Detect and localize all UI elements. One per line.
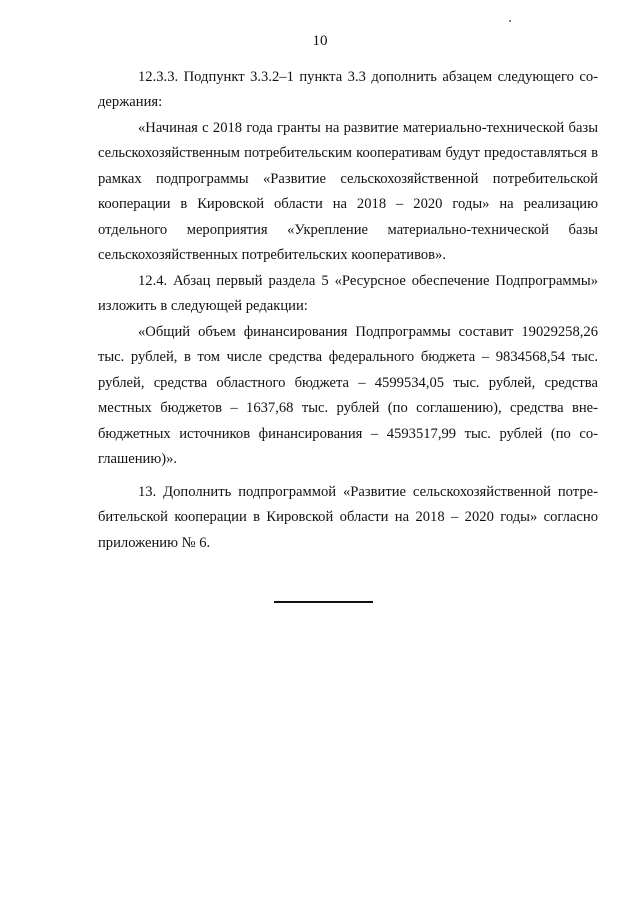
paragraph-text: 13. Дополнить подпрограммой «Развитие сельскохозяйственной потребительской кооперации в Кировской области на 2018 – 2020 годы» согласно приложению № 6.: [98, 484, 598, 551]
paragraph-quote-grants: [98, 116, 598, 268]
paragraph-12-3-3: [98, 65, 598, 116]
scan-speck: [509, 20, 511, 22]
paragraph-quote-financing: [98, 320, 598, 472]
paragraph-text: «Начиная с 2018 года гранты на развитие материально-технической базы сельскохозяйственным потребительским кооперативам будут предоставляться в рамках подпрограммы «Развитие сельскохозяйственной потребительской кооперации в Кировской области на 2018 – 2020 годы» на реализацию отдельного мероприятия «Укрепление материально-технической базы сельскохозяйственных потребительских кооперативов».: [98, 120, 598, 264]
paragraph-text: «Общий объем финансирования Подпрограммы составит 19029258,26 тыс. рублей, в том числе средства федерального бюджета – 9834568,54 тыс. рублей, средства областного бюджета – 4599534,05 тыс. рублей, средства местных бюджетов – 1637,68 тыс. рублей (по соглашению), средства внебюджетных источников финансирования – 4593517,99 тыс. рублей (по соглашению)».: [98, 324, 598, 468]
paragraph-text: 12.3.3. Подпункт 3.3.2–1 пункта 3.3 дополнить абзацем следующего содержания:: [98, 69, 598, 111]
paragraph-12-4: [98, 269, 598, 320]
page-number: 10: [312, 33, 328, 49]
end-separator-line: [274, 601, 373, 603]
paragraph-text: 12.4. Абзац первый раздела 5 «Ресурсное обеспечение Подпрограммы» изложить в следующей редакции:: [98, 273, 598, 315]
paragraph-13: [98, 480, 598, 556]
